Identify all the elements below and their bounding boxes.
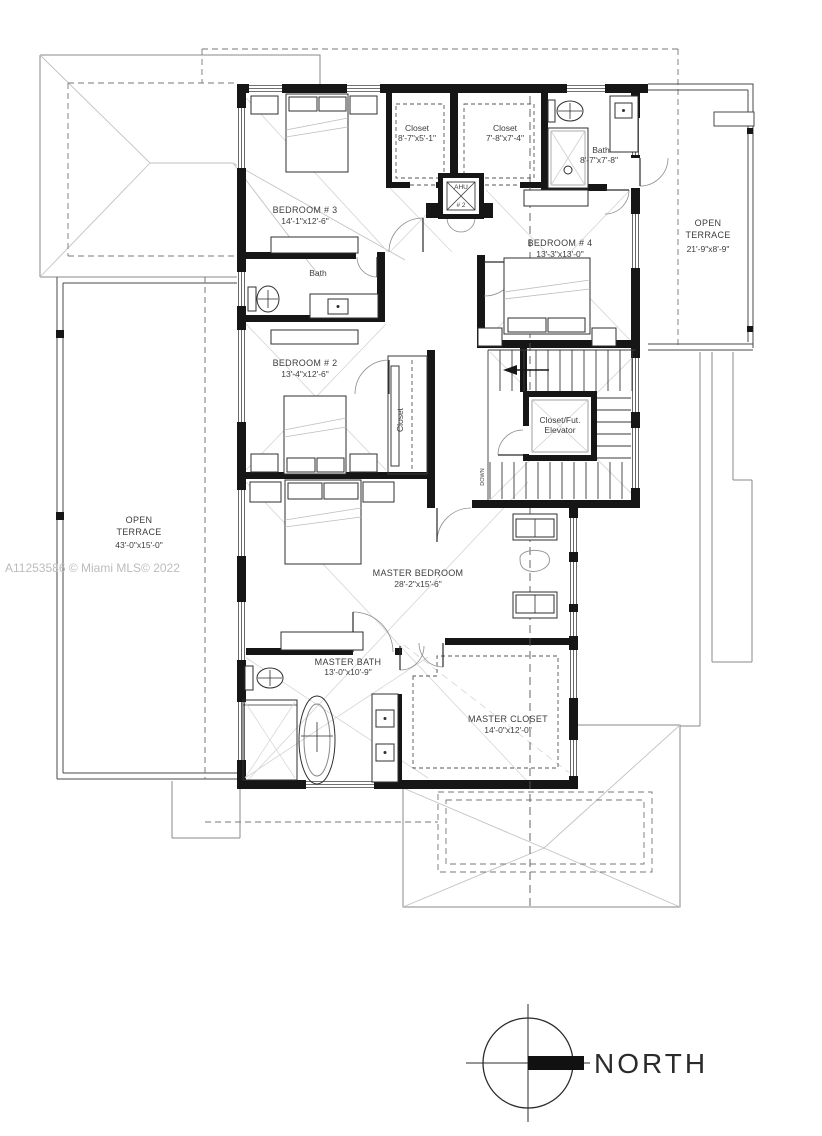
bedroom2-closet <box>388 356 427 474</box>
terrace-left-dims: 43'-0"x15'-0" <box>115 540 163 550</box>
bedroom4-bed <box>478 190 616 346</box>
terrace-right-label-line1: OPEN <box>694 218 722 228</box>
stairs-down-label: DOWN <box>480 468 486 486</box>
ahu-closet <box>438 173 484 219</box>
closet-b-dims: 7'-8"x7'-4" <box>485 133 525 143</box>
terrace-left-label-line1: OPEN <box>125 515 153 525</box>
master-closet-dims: 14'-0"x12'-0" <box>484 725 532 735</box>
ahu-label-line1: AHU <box>454 184 468 191</box>
sitting-area <box>513 514 557 618</box>
master-bedroom-label: MASTER BEDROOM <box>372 568 464 578</box>
closet-b-label: Closet <box>492 123 518 133</box>
bath-shared-label: Bath <box>309 268 327 278</box>
bedroom4-dims: 13'-3"x13'-0" <box>536 249 584 259</box>
master-bath-dims: 13'-0"x10'-9" <box>324 667 372 677</box>
elevator-label-line2: Elevator <box>544 425 576 435</box>
north-label: NORTH <box>594 1048 709 1079</box>
closet-a-label: Closet <box>404 123 430 133</box>
master-bath-label: MASTER BATH <box>314 657 382 667</box>
bedroom4-label: BEDROOM # 4 <box>527 238 593 248</box>
shared-bath-fixtures <box>248 286 378 318</box>
ahu-label-line2: # 2 <box>456 202 466 209</box>
terrace-right-dims: 21'-9"x8'-9" <box>686 244 730 254</box>
bedroom2-label: BEDROOM # 2 <box>272 358 338 368</box>
bedroom3-dims: 14'-1"x12'-6" <box>281 216 329 226</box>
master-bath-fixtures <box>243 666 398 784</box>
north-compass <box>466 1004 708 1122</box>
compass-north-bar-icon <box>528 1056 584 1070</box>
terrace-left-label-line2: TERRACE <box>116 527 162 537</box>
bedroom2-dims: 13'-4"x12'-6" <box>281 369 329 379</box>
terrace-right-label-line2: TERRACE <box>685 230 731 240</box>
upper-bath-fixtures <box>548 96 638 188</box>
bath-upper-dims: 8'-7"x7'-8" <box>579 155 619 165</box>
bedroom3-bed <box>251 94 377 253</box>
elevator-label-line1: Closet/Fut. <box>539 415 581 425</box>
master-bed <box>250 480 394 650</box>
master-closet-label: MASTER CLOSET <box>468 714 548 724</box>
bedroom2-closet-label: Closet <box>395 407 405 433</box>
master-bedroom-dims: 28'-2"x15'-6" <box>394 579 442 589</box>
bedroom2-bed <box>251 330 377 474</box>
bedroom3-label: BEDROOM # 3 <box>272 205 338 215</box>
bath-upper-label: Bath <box>592 145 610 155</box>
closet-a-dims: 8'-7"x5'-1" <box>397 133 437 143</box>
watermark-text: A11253586 © Miami MLS© 2022 <box>5 561 180 575</box>
open-terrace-right <box>648 84 754 350</box>
